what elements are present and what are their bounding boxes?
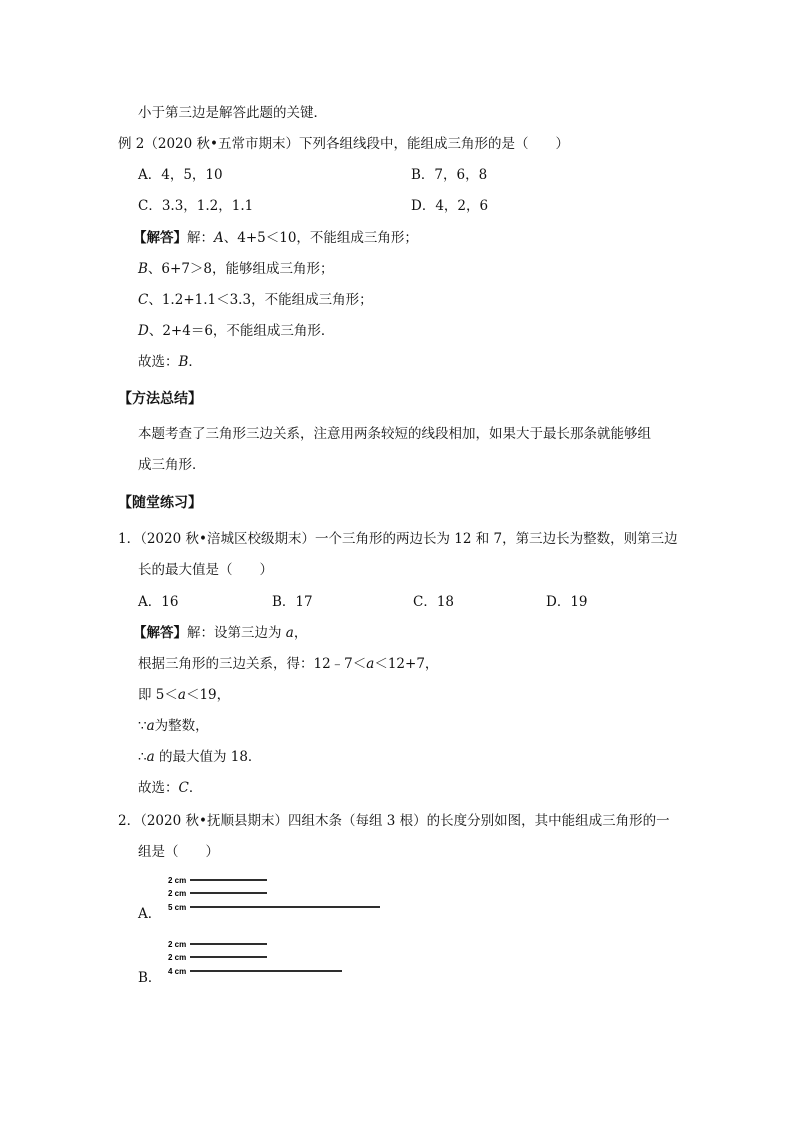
var: C bbox=[138, 292, 149, 308]
answer-line bbox=[133, 624, 307, 642]
answer-text: 、1.2+1.1＜3.3，不能组成三角形； bbox=[148, 292, 373, 308]
option-c: C．18 bbox=[413, 594, 455, 610]
var: B bbox=[178, 354, 189, 370]
figure-b bbox=[138, 938, 398, 984]
stick-label: 4 cm bbox=[168, 967, 187, 976]
answer-text: 、6+7＞8，能够组成三角形； bbox=[147, 261, 334, 277]
answer-line bbox=[138, 260, 334, 278]
var: a bbox=[146, 749, 155, 765]
figure-a bbox=[138, 874, 398, 920]
practice-1-question: 长的最大值是（ ） bbox=[138, 562, 273, 578]
answer-line bbox=[138, 717, 209, 735]
stick-label: 2 cm bbox=[168, 889, 187, 898]
figure-label: B． bbox=[138, 970, 162, 986]
method-summary-heading: 【方法总结】 bbox=[118, 391, 202, 407]
option-d: D．19 bbox=[546, 594, 588, 610]
answer-text: 故选： bbox=[138, 354, 179, 370]
stick-label: 2 cm bbox=[168, 953, 187, 962]
example-2-question: 例 2（2020 秋•五常市期末）下列各组线段中，能组成三角形的是（ ） bbox=[118, 136, 569, 152]
summary-text: 成三角形． bbox=[138, 457, 206, 473]
option-a: A．4，5，10 bbox=[138, 167, 223, 183]
sticks-diagram-b bbox=[138, 938, 398, 984]
sticks-diagram-a bbox=[138, 874, 398, 920]
answer-text: 解： bbox=[187, 230, 214, 246]
answer-text: 、2+4＝6，不能组成三角形． bbox=[148, 323, 335, 339]
answer-line bbox=[138, 686, 230, 704]
answer-tag: 【解答】 bbox=[133, 625, 187, 641]
answer-text: ∵ bbox=[138, 718, 147, 734]
answer-text: 的最大值为 18． bbox=[154, 749, 262, 765]
answer-line bbox=[138, 291, 373, 309]
practice-1-question: 1．（2020 秋•涪城区校级期末）一个三角形的两边长为 12 和 7，第三边长为整数，则第三边 bbox=[118, 531, 678, 547]
answer-line bbox=[138, 322, 334, 340]
practice-heading: 【随堂练习】 bbox=[118, 495, 202, 511]
answer-text: ． bbox=[188, 780, 203, 796]
answer-line bbox=[138, 655, 438, 673]
var: a bbox=[177, 687, 186, 703]
practice-2-question: 组是（ ） bbox=[138, 844, 219, 860]
option-b: B．17 bbox=[272, 594, 313, 610]
answer-text: ∴ bbox=[138, 749, 147, 765]
answer-line bbox=[138, 748, 261, 766]
answer-text: ＜12+7， bbox=[374, 656, 439, 672]
answer-line bbox=[138, 353, 202, 371]
stick-label: 5 cm bbox=[168, 903, 187, 912]
var: C bbox=[178, 780, 189, 796]
option-b: B．7，6，8 bbox=[411, 167, 488, 183]
stick-label: 2 cm bbox=[168, 876, 187, 885]
var: D bbox=[138, 323, 149, 339]
var: a bbox=[366, 656, 375, 672]
summary-text: 本题考查了三角形三边关系，注意用两条较短的线段相加，如果大于最长那条就能够组 bbox=[138, 426, 651, 442]
answer-text: 即 5＜ bbox=[138, 687, 178, 703]
var: B bbox=[138, 261, 148, 277]
option-c: C．3.3，1.2，1.1 bbox=[138, 198, 254, 214]
var: a bbox=[285, 625, 294, 641]
practice-2-question: 2．（2020 秋•抚顺县期末）四组木条（每组 3 根）的长度分别如图，其中能组成三角形的一 bbox=[118, 813, 670, 829]
answer-tag: 【解答】 bbox=[133, 230, 187, 246]
option-a: A．16 bbox=[138, 594, 179, 610]
answer-line bbox=[133, 229, 418, 247]
var: a bbox=[146, 718, 155, 734]
figure-label: A． bbox=[138, 906, 162, 922]
answer-text: ， bbox=[293, 625, 308, 641]
answer-text: ． bbox=[188, 354, 202, 370]
option-d: D．4，2，6 bbox=[411, 198, 489, 214]
answer-text: 根据三角形的三边关系，得：12﹣7＜ bbox=[138, 656, 367, 672]
answer-line bbox=[138, 779, 202, 797]
var: A bbox=[214, 230, 224, 246]
stick-label: 2 cm bbox=[168, 940, 187, 949]
answer-text: ＜19， bbox=[185, 687, 231, 703]
text-line: 小于第三边是解答此题的关键． bbox=[138, 105, 327, 121]
answer-text: 为整数， bbox=[154, 718, 209, 734]
answer-text: 解：设第三边为 bbox=[187, 625, 286, 641]
answer-text: 故选： bbox=[138, 780, 179, 796]
answer-text: 、4+5＜10，不能组成三角形； bbox=[223, 230, 418, 246]
